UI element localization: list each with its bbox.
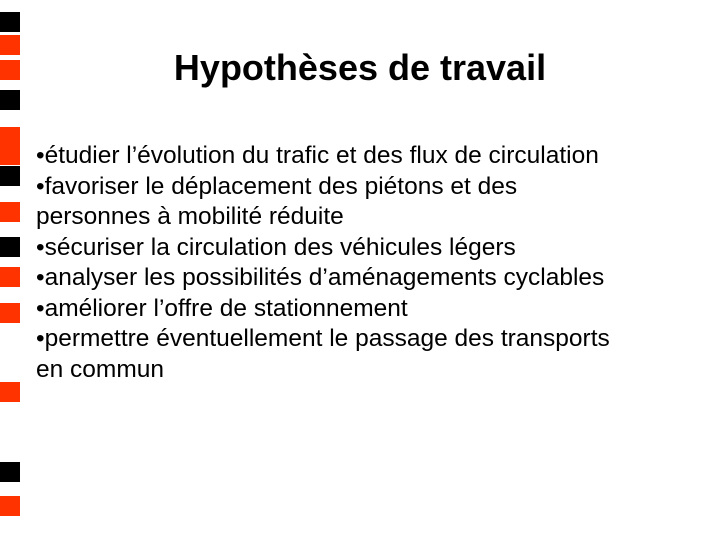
bullet-item: •étudier l’évolution du trafic et des flux de circulation <box>36 142 599 169</box>
bullet-item: •améliorer l’offre de stationnement <box>36 294 408 322</box>
decorative-square-black <box>0 166 20 186</box>
bullet-list <box>36 141 636 385</box>
decorative-square-black <box>0 90 20 110</box>
slide-title: Hypothèses de travail <box>173 47 547 88</box>
decorative-square-orange <box>0 267 20 287</box>
decorative-square-black <box>0 237 20 257</box>
bullet-item: •favoriser le déplacement des piétons et des personnes à mobilité réduite <box>36 172 518 230</box>
decorative-square-orange <box>0 496 20 516</box>
decorative-square-orange <box>0 382 20 402</box>
decorative-square-orange <box>0 303 20 323</box>
bullet-item: •sécuriser la circulation des véhicules légers <box>36 233 516 261</box>
decorative-square-black <box>0 12 20 32</box>
decorative-square-orange <box>0 127 20 147</box>
bullet-item: •analyser les possibilités d’aménagements cyclables <box>36 264 605 291</box>
decorative-square-orange <box>0 202 20 222</box>
decorative-square-orange <box>0 145 20 165</box>
decorative-square-black <box>0 462 20 482</box>
bullet-item: •permettre éventuellement le passage des transports en commun <box>36 325 610 383</box>
